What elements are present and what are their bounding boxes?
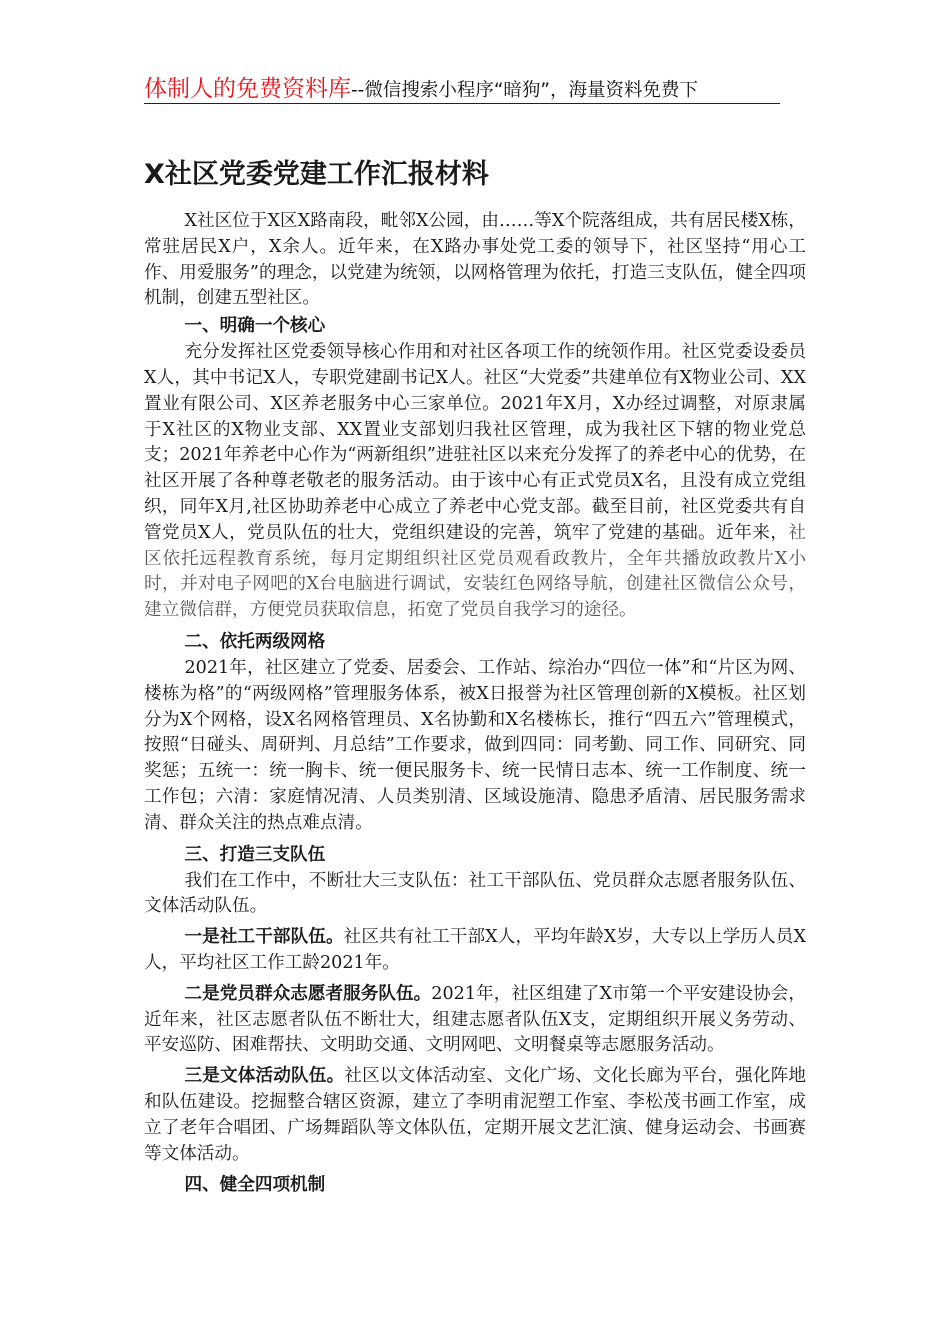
promo-black-text: --微信搜索小程序“暗狗”，海量资料免费下 [351,80,699,101]
section-1-text-faded: 社区依托远程教育系统，每月定期组织社区党员观看政教片，全年共播放政教片X小时，并对电子网吧的X台电脑进行调试，安装红色网络导航，创建社区微信公众号，建立微信群，方便党员获取信息，拓宽了党员自我学习的途径。 [144,522,806,621]
promo-red-text: 体制人的免费资料库 [144,76,351,102]
section-heading-4: 四、健全四项机制 [184,1175,326,1196]
team-item-2-lead: 二是党员群众志愿者服务队伍。 [184,983,432,1004]
section-1-text: 充分发挥社区党委领导核心作用和对社区各项工作的统领作用。社区党委设委员X人，其中书记X人，专职党建副书记X人。社区“大党委”共建单位有X物业公司、XX置业有限公司、X区养老服务中心三家单位。2021年X月，X办经过调整，对原隶属于X社区的X物业支部、XX置业支部划归我社区管理，成为我社区下辖的物业党总支；2021年养老中心作为“两新组织”进驻社区以来充分发挥了的养老中心的优势，在社区开展了各种尊老敬老的服务活动。由于该中心有正式党员X名，且没有成立党组织，同年X月,社区协助养老中心成立了养老中心党支部。截至目前，社区党委共有自管党员X人，党员队伍的壮大，党组织建设的完善，筑牢了党建的基础。近年来， [144,342,806,543]
document-title: X社区党委党建工作汇报材料 [144,159,489,190]
team-item-3-lead: 三是文体活动队伍。 [184,1066,345,1087]
team-item-3-text: 社区以文体活动室、文化广场、文化长廊为平台，强化阵地和队伍建设。挖掘整合辖区资源，建立了李明甫泥塑工作室、李松茂书画工作室，成立了老年合唱团、广场舞蹈队等文体队伍，定期开展文艺汇演、健身运动会、书画赛等文体活动。 [144,1066,806,1164]
header-divider [144,103,780,104]
team-item-1-lead: 一是社工干部队伍。 [184,927,344,948]
team-item-2-text: 2021年，社区组建了X市第一个平安建设协会，近年来，社区志愿者队伍不断壮大，组建志愿者队伍X支，定期组织开展义务劳动、平安巡防、困难帮扶、文明助交通、文明网吧、文明餐桌等志愿服务活动。 [144,983,806,1056]
section-3-paragraph: 我们在工作中，不断壮大三支队伍：社工干部队伍、党员群众志愿者服务队伍、文体活动队伍。 [144,870,806,917]
section-heading-1: 一、明确一个核心 [184,316,326,337]
section-2-paragraph: 2021年，社区建立了党委、居委会、工作站、综治办“四位一体”和“片区为网、楼栋为格”的“两级网格”管理服务体系，被X日报誉为社区管理创新的X模板。社区划分为X个网格，设X名网格管理员、X名协勤和X名楼栋长，推行“四五六”管理模式，按照“日碰头、周研判、月总结”工作要求，做到四同：同考勤、同工作、同研究、同奖惩；五统一：统一胸卡、统一便民服务卡、统一民情日志本、统一工作制度、统一工作包；六清：家庭情况清、人员类别清、区域设施清、隐患矛盾清、居民服务需求清、群众关注的热点难点清。 [144,657,806,833]
section-heading-3: 三、打造三支队伍 [184,844,326,865]
section-heading-2: 二、依托两级网格 [184,631,326,652]
intro-paragraph: X社区位于X区X路南段，毗邻X公园，由……等X个院落组成，共有居民楼X栋，常驻居民X户，X余人。近年来，在X路办事处党工委的领导下，社区坚持“用心工作、用爱服务”的理念，以党建为统领，以网格管理为依托，打造三支队伍，健全四项机制，创建五型社区。 [144,211,806,309]
section-1-paragraph [144,340,806,624]
team-item-1-text: 社区共有社工干部X人，平均年龄X岁，大专以上学历人员X人，平均社区工作工龄2021年。 [144,927,806,973]
team-item-3 [144,1064,806,1167]
team-item-2 [144,982,806,1059]
team-item-1 [144,925,806,977]
document-body [144,209,806,1199]
promo-banner [144,70,780,100]
